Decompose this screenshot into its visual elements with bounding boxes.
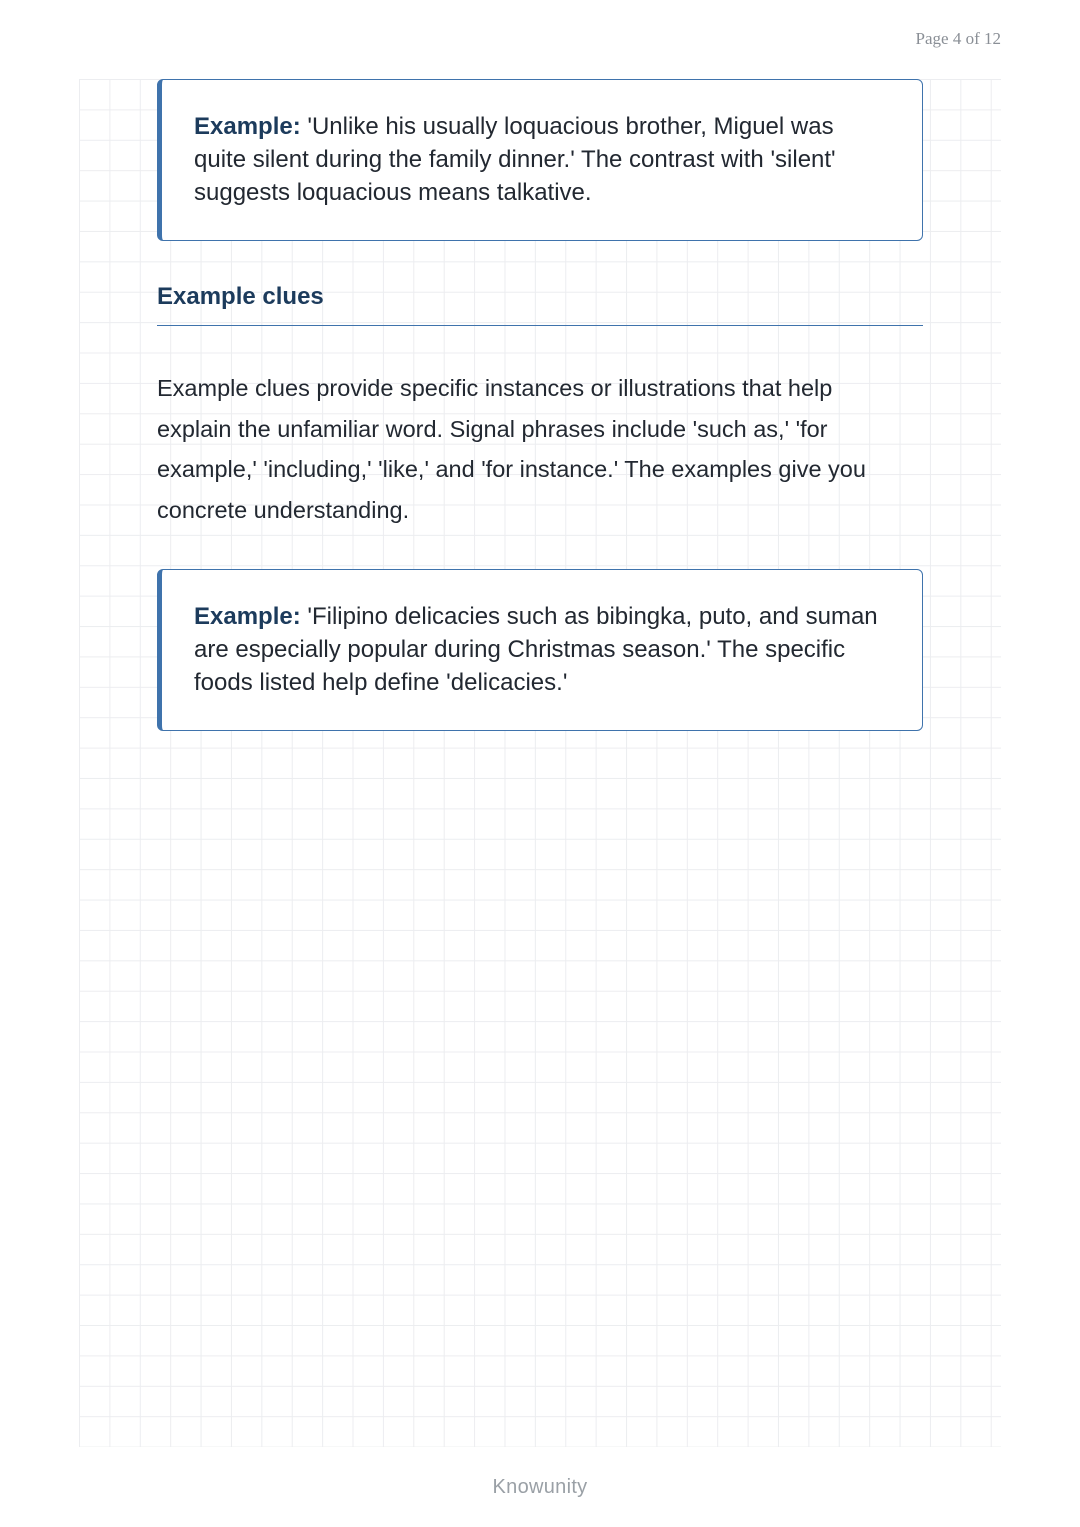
- example-box-wrapper: [157, 569, 923, 731]
- footer-brand: Knowunity: [492, 1476, 588, 1498]
- section-heading: Example clues: [157, 283, 923, 326]
- example-text: 'Unlike his usually loquacious brother, Miguel was quite silent during the family dinner.' The contrast with 'silent' suggests loquacious means talkative.: [194, 113, 836, 206]
- example-box-examples: [157, 569, 923, 731]
- example-text: 'Filipino delicacies such as bibingka, puto, and suman are especially popular during Christmas season.' The specific foods listed help define 'delicacies.': [194, 602, 878, 696]
- example-box-contrast: [157, 79, 923, 241]
- section-paragraph: Example clues provide specific instances or illustrations that help explain the unfamiliar word. Signal phrases include 'such as,' 'for example,' 'including,' 'like,' and 'for instance.' The examples give you concrete understanding.: [157, 375, 866, 524]
- example-label: Example:: [194, 602, 301, 630]
- page-indicator: Page 4 of 12: [915, 29, 1001, 48]
- example-label: Example:: [194, 113, 301, 140]
- page-content: [157, 79, 923, 731]
